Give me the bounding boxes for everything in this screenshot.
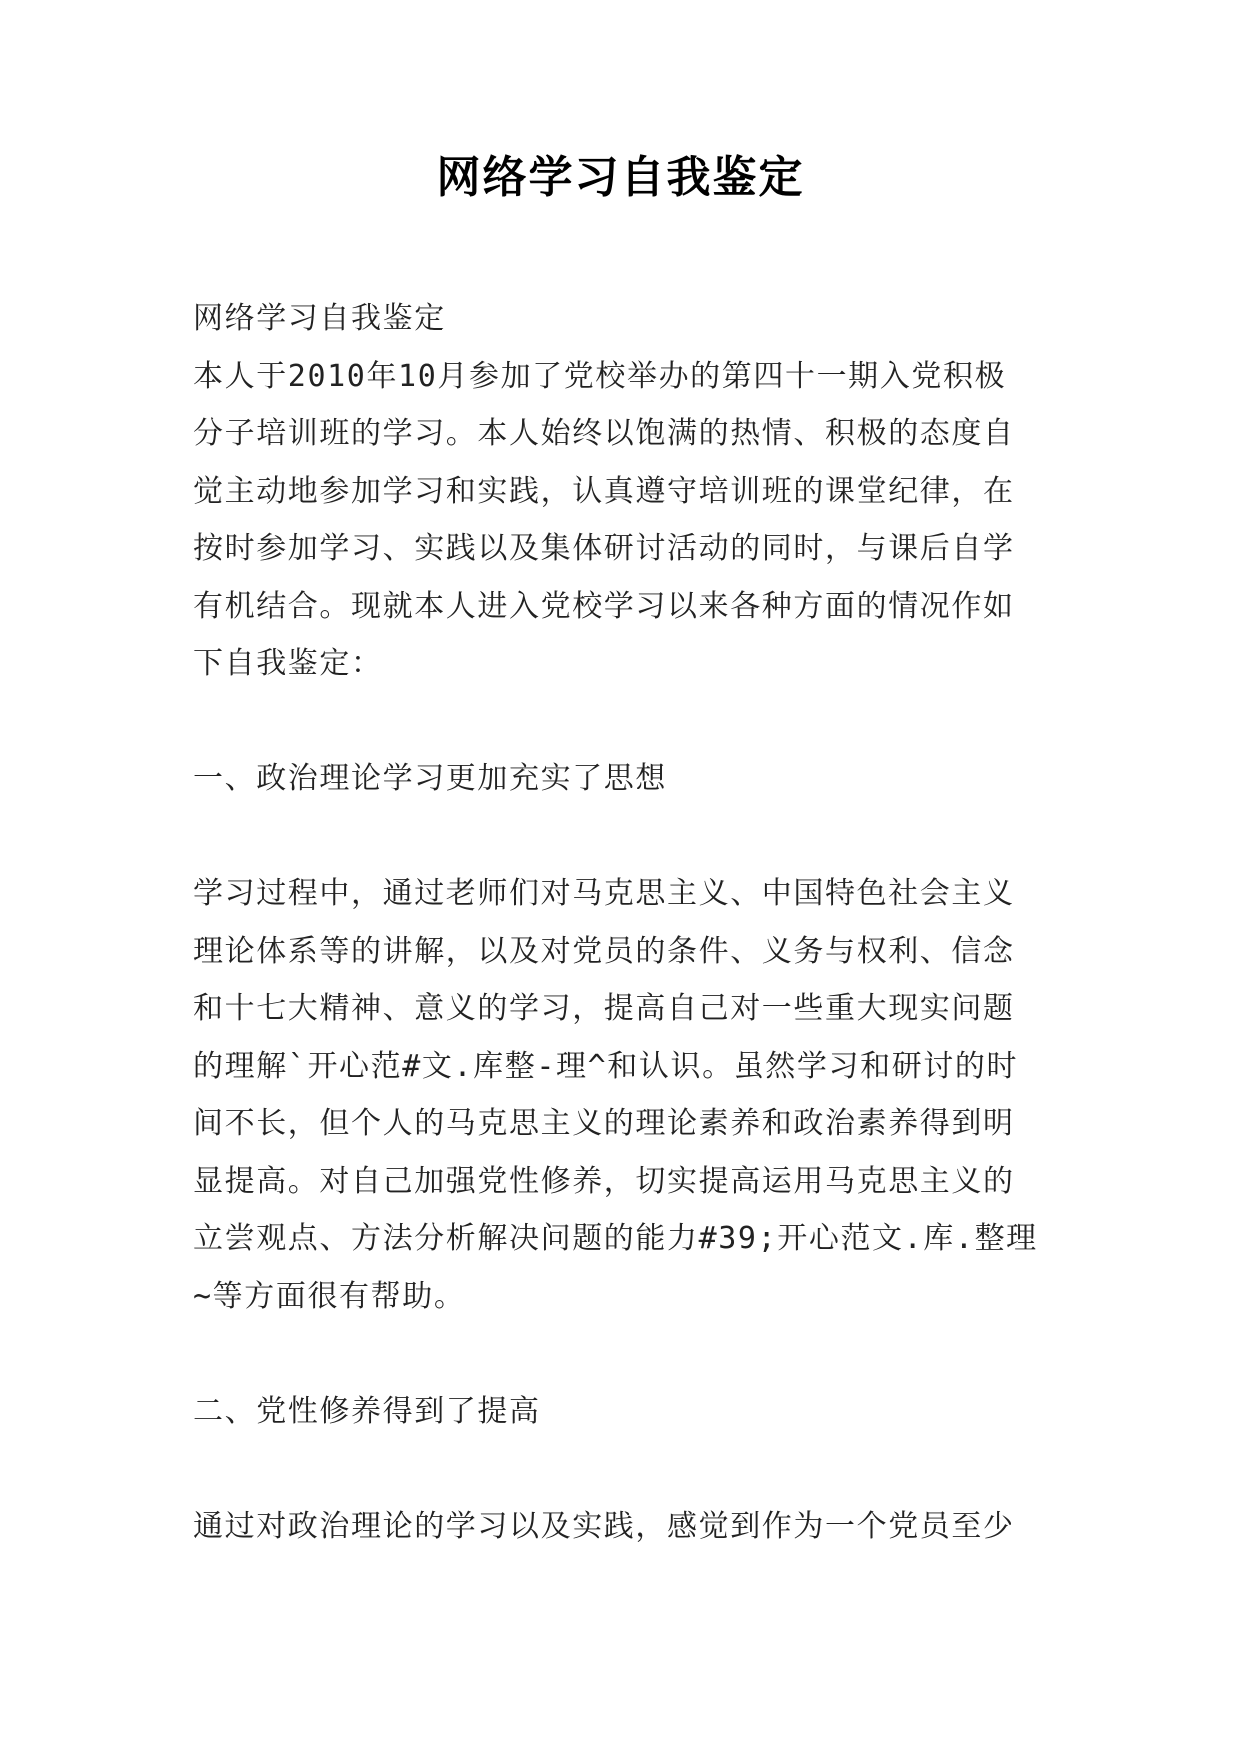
spacer [193, 808, 1053, 866]
paragraph-line: 学习过程中，通过老师们对马克思主义、中国特色社会主义 [193, 876, 1015, 911]
paragraph-line: 按时参加学习、实践以及集体研讨活动的同时，与课后自学 [193, 531, 1015, 566]
spacer [193, 1325, 1053, 1383]
paragraph-line: 显提高。对自己加强党性修养，切实提高运用马克思主义的 [193, 1163, 1015, 1199]
spacer [193, 693, 1053, 751]
section-heading-2: 二、党性修养得到了提高 [193, 1393, 541, 1429]
paragraph-line: 分子培训班的学习。本人始终以饱满的热情、积极的态度自 [193, 416, 1015, 451]
paragraph-line: 的理解`开心范#文.库整-理^和认识。虽然学习和研讨的时 [193, 1048, 1019, 1084]
paragraph-line: 觉主动地参加学习和实践，认真遵守培训班的课堂纪律，在 [193, 473, 1015, 509]
document-title: 网络学习自我鉴定 [436, 152, 805, 203]
paragraph-line: 立尝观点、方法分析解决问题的能力#39;开心范文.库.整理 [193, 1221, 1038, 1256]
paragraph-line: 有机结合。现就本人进入党校学习以来各种方面的情况作如 [193, 588, 1015, 624]
paragraph-line: 通过对政治理论的学习以及实践，感觉到作为一个党员至少 [193, 1508, 1015, 1544]
intro-paragraph [193, 348, 1053, 693]
document-body [193, 290, 1053, 1555]
paragraph-line: ~等方面很有帮助。 [193, 1278, 466, 1314]
section-1-paragraph [193, 865, 1053, 1325]
paragraph-line: 理论体系等的讲解，以及对党员的条件、义务与权利、信念 [193, 933, 1015, 969]
section-2-paragraph [193, 1498, 1053, 1556]
paragraph-line: 和十七大精神、意义的学习，提高自己对一些重大现实问题 [193, 991, 1015, 1026]
paragraph-line: 下自我鉴定： [193, 646, 383, 681]
paragraph-line: 间不长，但个人的马克思主义的理论素养和政治素养得到明 [193, 1106, 1015, 1141]
paragraph-line: 本人于2010年10月参加了党校举办的第四十一期入党积极 [193, 358, 1007, 394]
spacer [193, 1440, 1053, 1498]
section-heading-1: 一、政治理论学习更加充实了思想 [193, 761, 667, 796]
subtitle: 网络学习自我鉴定 [193, 301, 446, 336]
